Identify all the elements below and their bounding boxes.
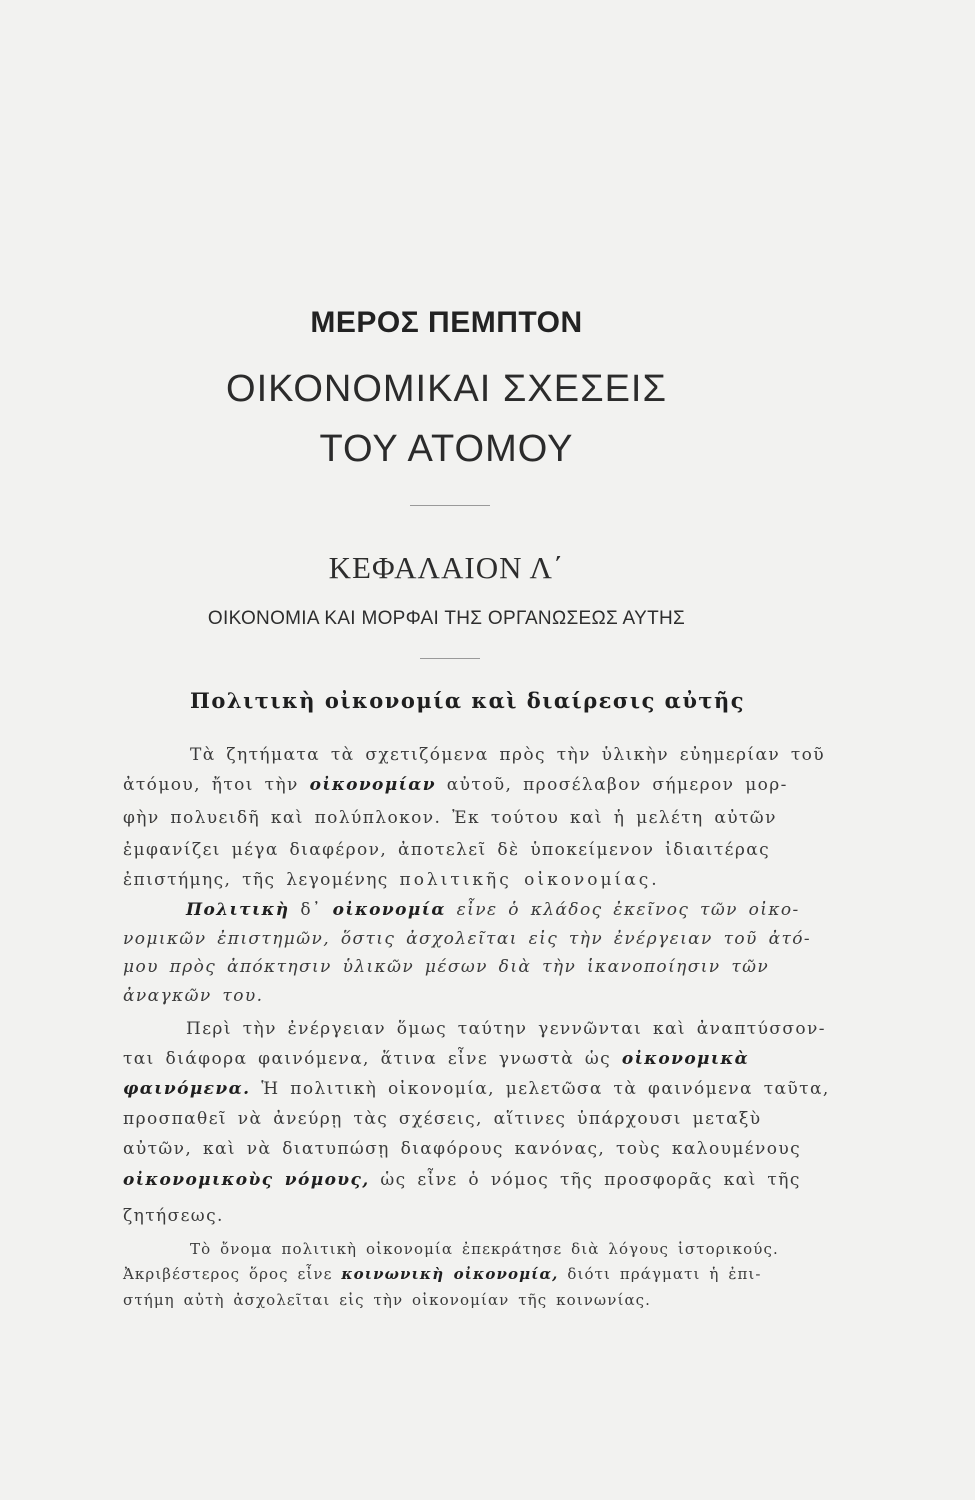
emphasis-term: οἰκονομία <box>332 900 446 920</box>
text-run: Ἡ πολιτικὴ οἰκονομία, μελετῶσα τὰ φαινόμενα ταῦτα, <box>250 1079 830 1099</box>
paragraph-1-line-2 <box>123 775 788 795</box>
note-line-3: στήμη αὐτὴ ἀσχολεῖται εἰς τὴν οἰκονομίαν τῆς κοινωνίας. <box>123 1291 652 1309</box>
chapter-subtitle: ΟΙΚΟΝΟΜΙΑ ΚΑΙ ΜΟΡΦΑΙ ΤΗΣ ΟΡΓΑΝΩΣΕΩΣ ΑΥΤΗΣ <box>207 608 686 629</box>
text-run: εἶνε ὁ κλάδος ἐκεῖνος τῶν οἰκο- <box>445 900 800 920</box>
paragraph-3-line-4: προσπαθεῖ νὰ ἀνεύρῃ τὰς σχέσεις, αἵτινες ὑπάρχουσι μεταξὺ <box>123 1109 762 1129</box>
divider-rule <box>410 505 490 506</box>
paragraph-3-line-2 <box>123 1049 749 1069</box>
divider-rule <box>420 658 480 659</box>
part-title: ΜΕΡΟΣ ΠΕΜΠΤΟΝ <box>310 306 583 339</box>
text-run: ἐπιστήμης, τῆς λεγομένης <box>123 870 400 890</box>
emphasis-term: φαινόμενα. <box>123 1079 251 1099</box>
text-run: αὐτοῦ, προσέλαβον σήμερον μορ- <box>435 775 788 795</box>
paragraph-1-line-5 <box>123 870 660 890</box>
section-heading: Πολιτικὴ οἰκονομία καὶ διαίρεσις αὐτῆς <box>190 688 746 713</box>
text-run: ὡς εἶνε ὁ νόμος τῆς προσφορᾶς καὶ τῆς <box>369 1170 801 1190</box>
emphasis-term: κοινωνικὴ οἰκονομία, <box>341 1265 559 1283</box>
note-line-2 <box>123 1265 762 1283</box>
chapter-title: ΚΕΦΑΛΑΙΟΝ Λ΄ <box>328 550 565 585</box>
text-run: ται διάφορα φαινόμενα, ἅτινα εἶνε γνωστὰ ὡς <box>123 1049 622 1069</box>
text-run: Ἀκριβέστερος ὅρος εἶνε <box>123 1265 342 1283</box>
paragraph-1-line-3: φὴν πολυειδῆ καὶ πολύπλοκον. Ἐκ τούτου καὶ ἡ μελέτη αὐτῶν <box>123 808 777 828</box>
paragraph-2-line-3: μου πρὸς ἀπόκτησιν ὑλικῶν μέσων διὰ τὴν ἱκανοποίησιν τῶν <box>123 957 770 977</box>
paragraph-3-line-7: ζητήσεως. <box>123 1206 224 1226</box>
spaced-term: πολιτικῆς οἰκονομίας. <box>399 870 660 890</box>
paragraph-3-line-1: Περὶ τὴν ἐνέργειαν ὅμως ταύτην γεννῶνται καὶ ἀναπτύσσον- <box>186 1019 826 1039</box>
paragraph-3-line-3 <box>123 1079 830 1099</box>
emphasis-term: οἰκονομίαν <box>309 775 436 795</box>
paragraph-3-line-5: αὐτῶν, καὶ νὰ διατυπώσῃ διαφόρους κανόνας, τοὺς καλουμένους <box>123 1139 802 1159</box>
emphasis-term: οἰκονομικὰ <box>621 1049 750 1069</box>
emphasis-term: οἰκονομικοὺς νόμους, <box>123 1170 370 1190</box>
main-title-line-2: ΤΟΥ ΑΤΟΜΟΥ <box>319 428 574 470</box>
main-title-line-1: ΟΙΚΟΝΟΜΙΚΑΙ ΣΧΕΣΕΙΣ <box>226 368 667 410</box>
paragraph-1-line-1: Τὰ ζητήματα τὰ σχετιζόμενα πρὸς τὴν ὑλικὴν εὐημερίαν τοῦ <box>190 745 826 765</box>
note-line-1: Τὸ ὄνομα πολιτικὴ οἰκονομία ἐπεκράτησε διὰ λόγους ἱστορικούς. <box>190 1240 779 1258</box>
text-run: διότι πράγματι ἡ ἐπι- <box>558 1265 762 1283</box>
text-run: δ᾽ <box>289 900 333 920</box>
paragraph-2-line-4: ἀναγκῶν του. <box>123 986 264 1006</box>
paragraph-2-line-2: νομικῶν ἐπιστημῶν, ὅστις ἀσχολεῖται εἰς τὴν ἐνέργειαν τοῦ ἀτό- <box>123 929 812 949</box>
paragraph-3-line-6 <box>123 1170 801 1190</box>
paragraph-1-line-4: ἐμφανίζει μέγα διαφέρον, ἀποτελεῖ δὲ ὑποκείμενον ἰδιαιτέρας <box>123 840 771 860</box>
paragraph-2-line-1 <box>186 900 800 920</box>
emphasis-term: Πολιτικὴ <box>186 900 290 920</box>
text-run: ἀτόμου, ἤτοι τὴν <box>123 775 310 795</box>
